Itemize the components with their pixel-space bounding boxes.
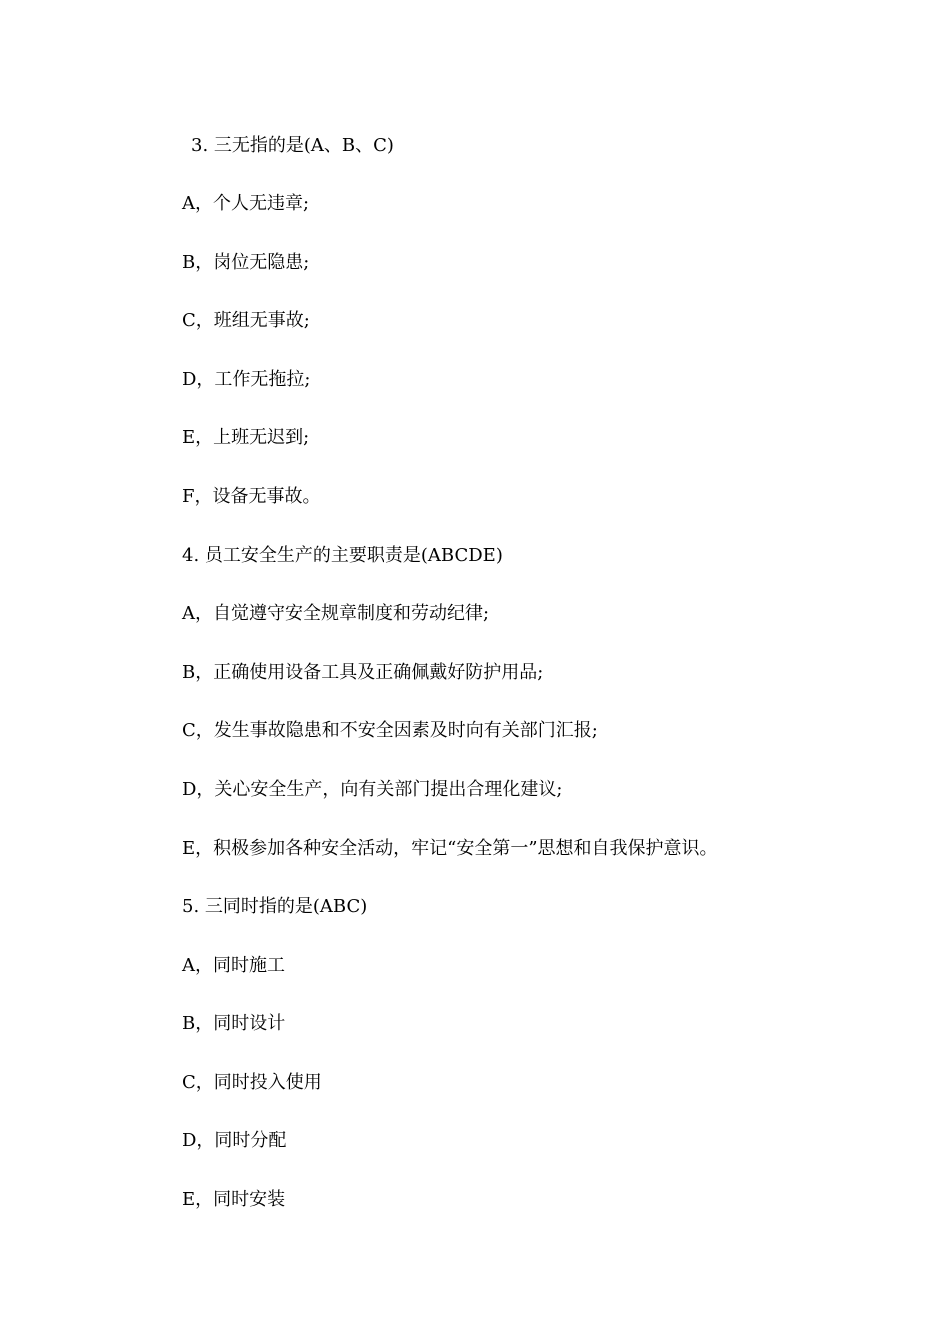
question-3-option-c: C，班组无事故; [182, 310, 310, 331]
question-4-heading: 4. 员工安全生产的主要职责是(ABCDE) [182, 545, 503, 566]
question-3-option-f: F，设备无事故。 [182, 486, 321, 507]
question-5-option-d: D，同时分配 [182, 1130, 287, 1151]
question-4-option-d: D，关心安全生产，向有关部门提出合理化建议; [182, 779, 563, 800]
question-4-option-e: E，积极参加各种安全活动，牢记“安全第一”思想和自我保护意识。 [182, 838, 718, 859]
question-3-option-a: A，个人无违章; [182, 193, 310, 214]
question-3-option-d: D，工作无拖拉; [182, 369, 311, 390]
question-4-option-a: A，自觉遵守安全规章制度和劳动纪律; [182, 603, 490, 624]
question-5-option-e: E，同时安装 [182, 1189, 286, 1210]
question-4-option-c: C，发生事故隐患和不安全因素及时向有关部门汇报; [182, 720, 598, 741]
question-5-heading: 5. 三同时指的是(ABC) [182, 896, 368, 917]
question-3-heading: 3. 三无指的是(A、B、C) [191, 135, 394, 156]
question-5-option-b: B，同时设计 [182, 1013, 286, 1034]
question-5-option-a: A，同时施工 [182, 955, 285, 976]
question-4-option-b: B，正确使用设备工具及正确佩戴好防护用品; [182, 662, 544, 683]
question-3-option-b: B，岗位无隐患; [182, 252, 310, 273]
question-3-option-e: E，上班无迟到; [182, 427, 310, 448]
question-5-option-c: C，同时投入使用 [182, 1072, 322, 1093]
